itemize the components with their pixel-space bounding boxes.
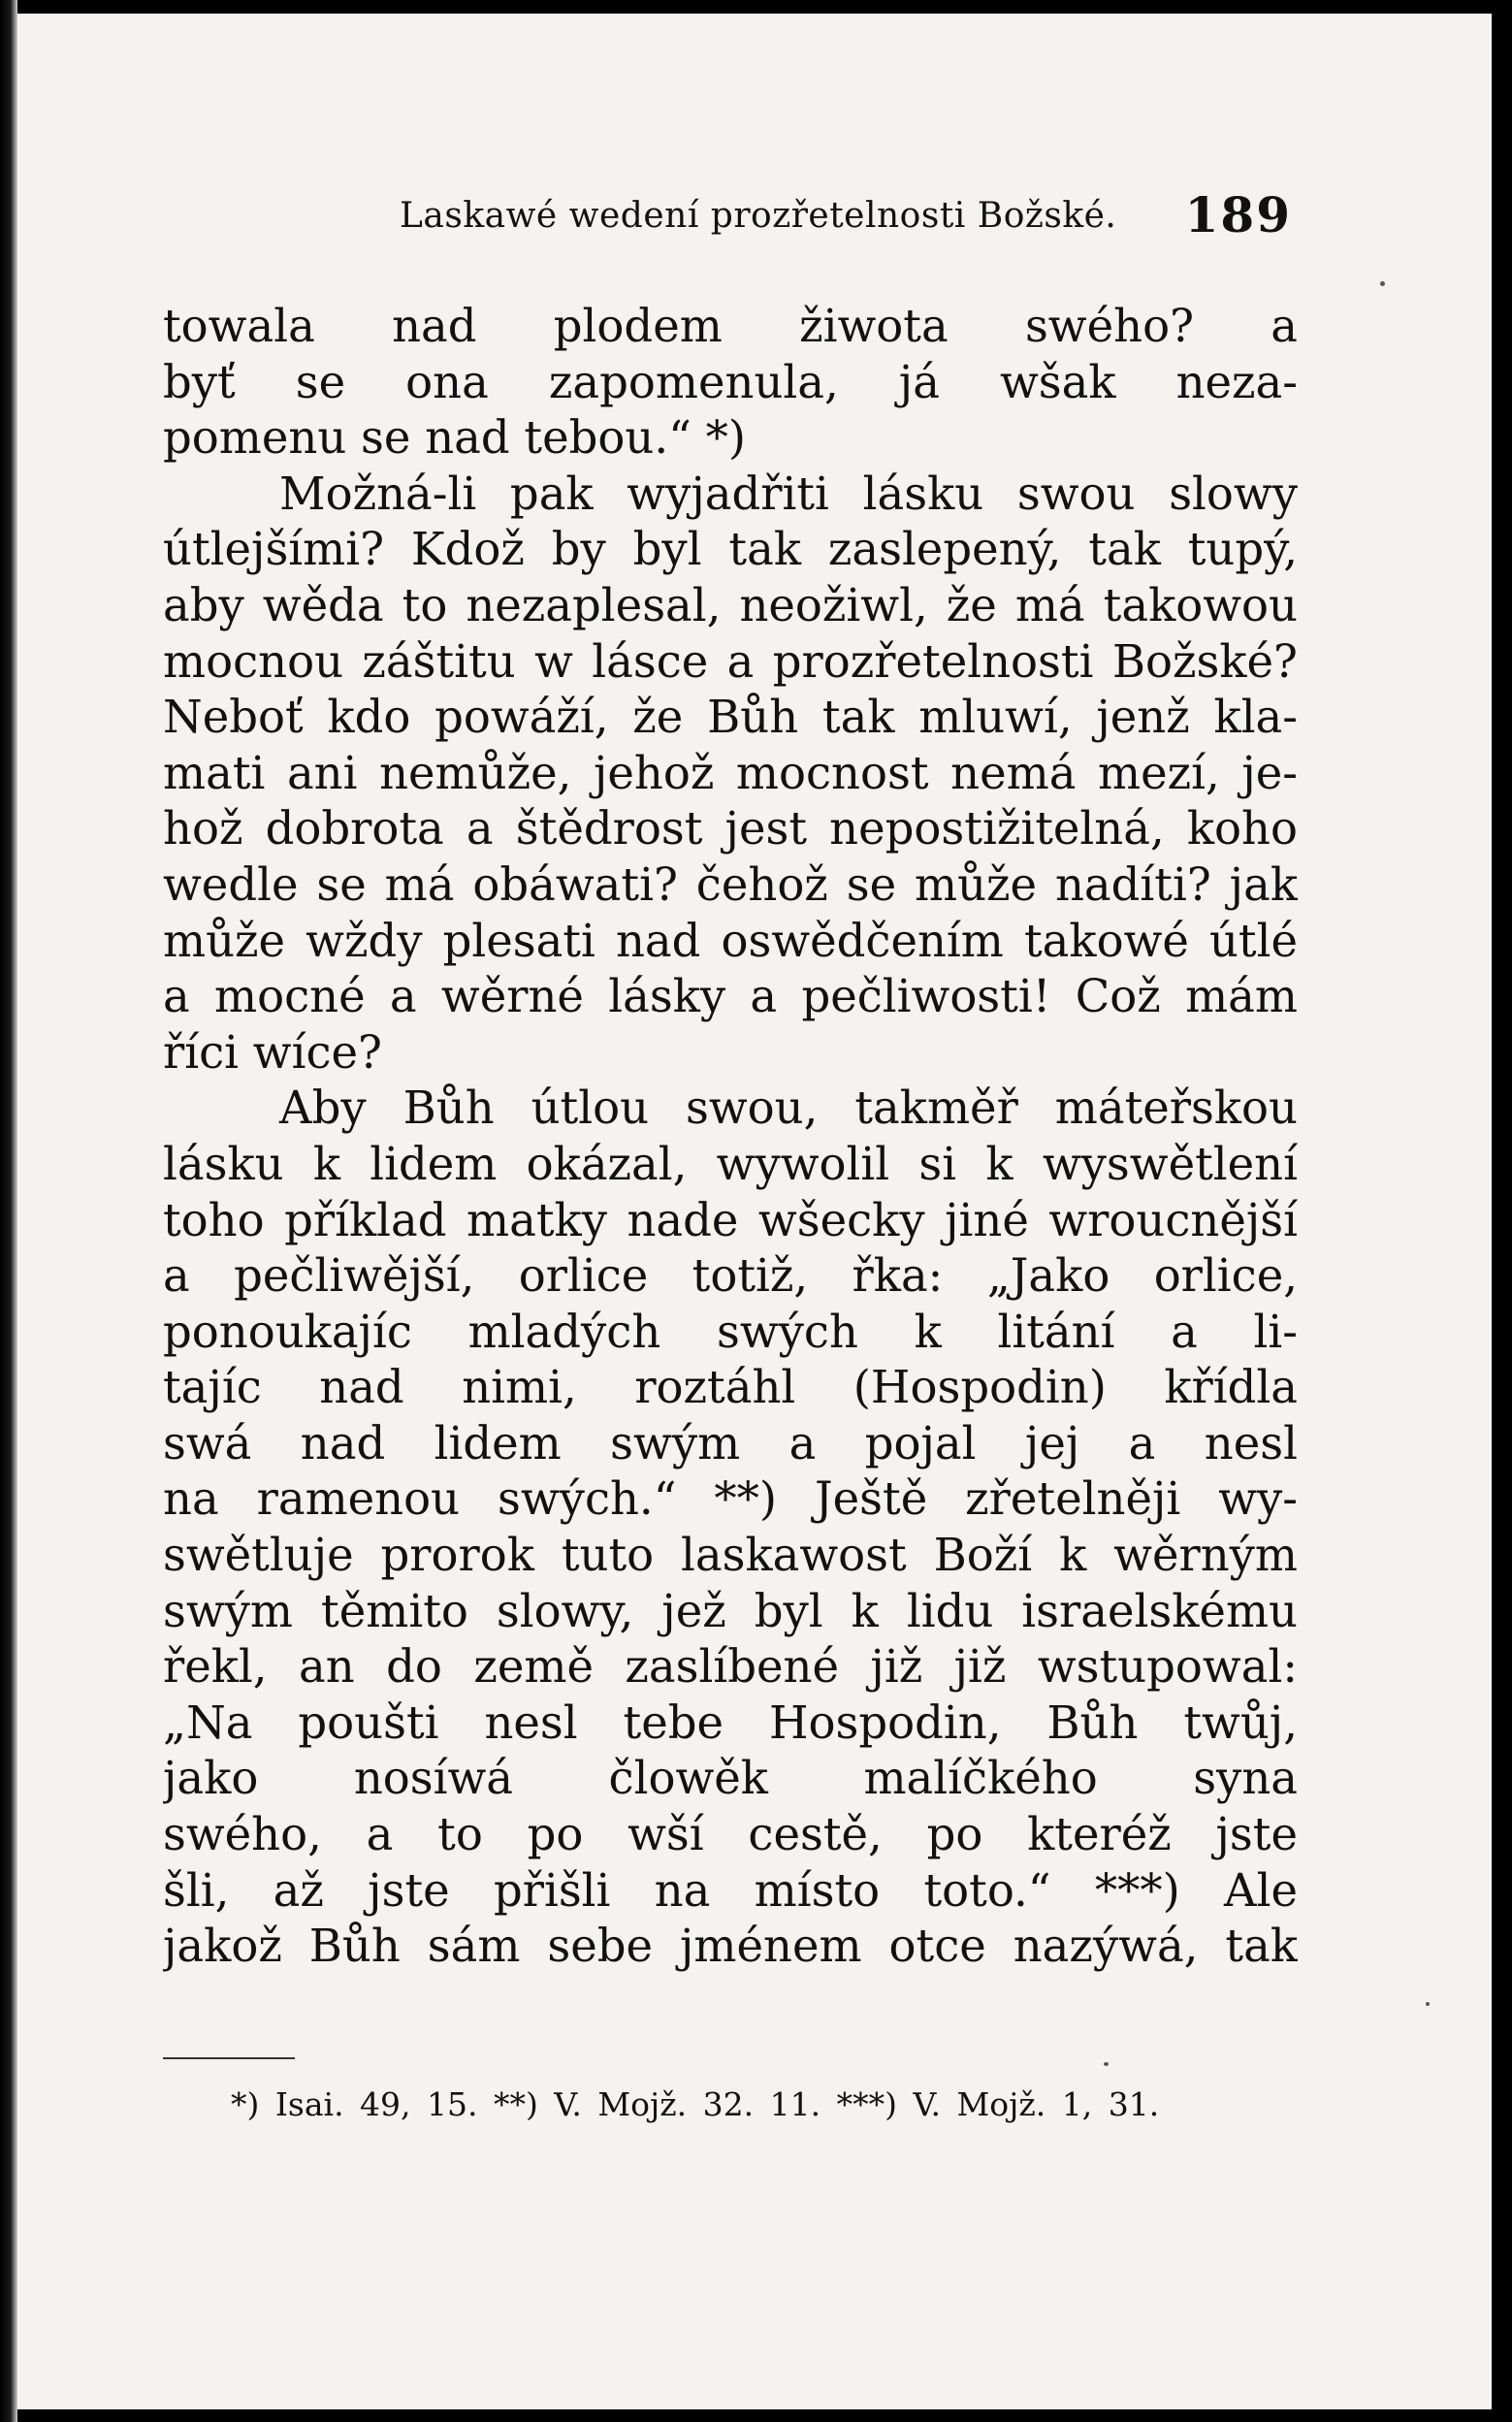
page-binding-edge	[0, 0, 17, 2422]
text-line: swětluje prorok tuto laskawost Boží k wěrným	[163, 1529, 1298, 1582]
text-line: swého, a to po wší cestě, po kteréž jste	[163, 1808, 1298, 1861]
text-line: hož dobrota a štědrost jest nepostižitelná, koho	[163, 802, 1298, 856]
text-line: pomenu se nad tebou.“ *)	[163, 411, 747, 465]
text-line: jako nosíwá člowěk malíčkého syna	[163, 1752, 1298, 1805]
page-header	[400, 186, 1292, 254]
text-line: šli, až jste přišli na místo toto.“ ***) Ale	[163, 1863, 1298, 1917]
paper-speck	[1104, 2062, 1109, 2066]
text-line: na ramenou swých.“ **) Ještě zřetelněji wy-	[163, 1472, 1298, 1526]
text-line: towala nad plodem žiwota swého? a	[163, 300, 1298, 352]
text-line: tajíc nad nimi, roztáhl (Hospodin) křídla	[163, 1361, 1298, 1414]
text-line: byť se ona zapomenula, já wšak neza-	[163, 355, 1298, 408]
text-line: mocnou záštitu w lásce a prozřetelnosti Božské?	[163, 634, 1298, 688]
text-line: mati ani nemůže, jehož mocnost nemá mezí, je-	[163, 746, 1298, 799]
text-line: Neboť kdo powáží, že Bůh tak mluwí, jenž kla-	[163, 691, 1298, 744]
text-line: lásku k lidem okázal, wywolil si k wyswětlení	[163, 1137, 1298, 1190]
footnotes: *) Isai. 49, 15. **) V. Mojž. 32. 11. ***) V. Mojž. 1, 31.	[231, 2085, 1160, 2123]
text-line: aby wěda to nezaplesal, neožiwl, že má takowou	[163, 578, 1298, 631]
text-line: swá nad lidem swým a pojal jej a nesl	[163, 1416, 1298, 1469]
text-line: ponoukajíc mladých swých k litání a li-	[163, 1305, 1298, 1358]
text-line: a mocné a wěrné lásky a pečliwosti! Což mám	[163, 970, 1298, 1023]
text-line: Aby Bůh útlou swou, takměř máteřskou	[279, 1082, 1298, 1135]
text-line: Možná-li pak wyjadřiti lásku swou slowy	[279, 467, 1298, 520]
footnote-rule	[163, 2057, 295, 2059]
text-line: swým těmito slowy, jež byl k lidu israelskému	[163, 1584, 1298, 1637]
text-line: wedle se má obáwati? čehož se může nadíti? jak	[163, 857, 1298, 911]
text-line: může wždy plesati nad oswědčením takowé útlé	[163, 914, 1298, 967]
text-line: toho příklad matky nade wšecky jiné wroucnější	[163, 1193, 1298, 1246]
page-number: 189	[1184, 186, 1292, 243]
running-title: Laskawé wedení prozřetelnosti Božské.	[400, 196, 1117, 236]
text-line: řekl, an do země zaslíbené již již wstupowal:	[163, 1640, 1298, 1694]
body-text	[163, 299, 1298, 1975]
text-line: „Na poušti nesl tebe Hospodin, Bůh twůj,	[163, 1695, 1298, 1749]
paper-speck	[1426, 2002, 1430, 2006]
text-line: říci wíce?	[163, 1025, 382, 1079]
text-line: jakož Bůh sám sebe jménem otce nazýwá, tak	[163, 1920, 1298, 1973]
text-line: a pečliwější, orlice totiž, řka: „Jako orlice,	[163, 1249, 1298, 1303]
paper-speck	[1380, 281, 1385, 286]
text-line: útlejšími? Kdož by byl tak zaslepený, tak tupý,	[163, 523, 1298, 576]
